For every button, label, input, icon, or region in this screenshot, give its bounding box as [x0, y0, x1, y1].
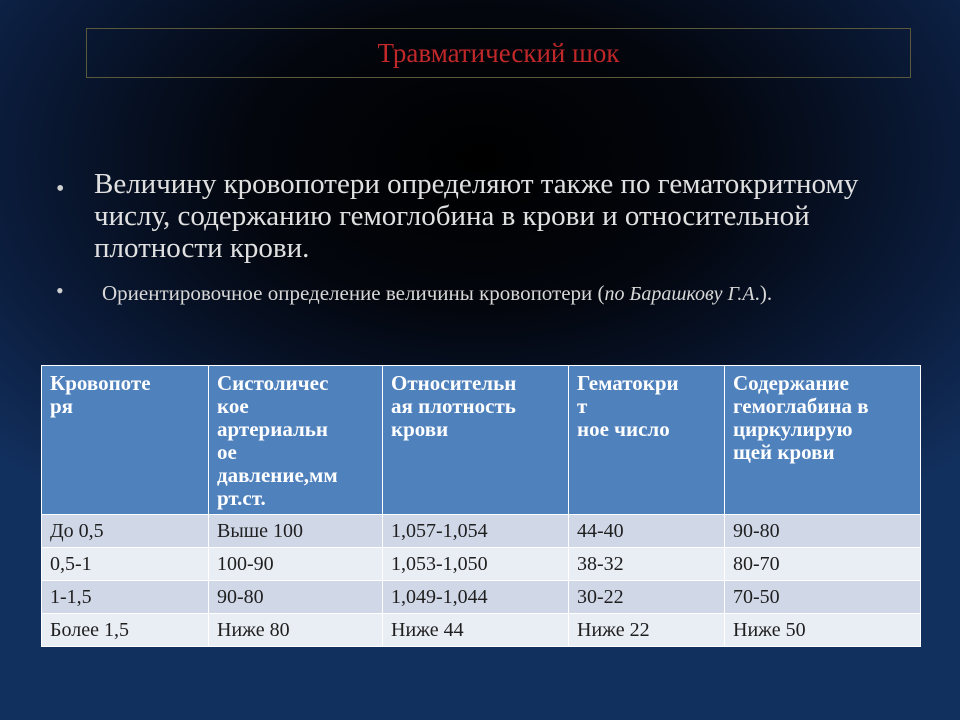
table-cell: 90-80	[725, 515, 921, 548]
blood-loss-table	[41, 365, 921, 647]
table-cell: 1-1,5	[42, 581, 209, 614]
table-cell: 1,049-1,044	[383, 581, 569, 614]
col-header-systolic-pressure: Систоличес кое артериальн ое давление,мм рт.ст.	[209, 366, 383, 515]
table-cell: До 0,5	[42, 515, 209, 548]
slide-title: Травматический шок	[377, 37, 620, 68]
bullet-text-end: .).	[754, 281, 773, 305]
table-cell: Ниже 44	[383, 614, 569, 647]
table-cell: Ниже 80	[209, 614, 383, 647]
table-cell: Выше 100	[209, 515, 383, 548]
bullet-item	[56, 276, 916, 311]
table-row	[42, 581, 921, 614]
table-cell: Ниже 22	[569, 614, 725, 647]
bullet-list	[56, 168, 916, 311]
col-header-relative-density: Относительн ая плотность крови	[383, 366, 569, 515]
table-cell: 90-80	[209, 581, 383, 614]
table-cell: 30-22	[569, 581, 725, 614]
table-cell: 80-70	[725, 548, 921, 581]
table-cell: 100-90	[209, 548, 383, 581]
table-cell: Ниже 50	[725, 614, 921, 647]
table-cell: 44-40	[569, 515, 725, 548]
citation: по Барашкову Г.А	[604, 283, 755, 305]
col-header-blood-loss: Кровопоте ря	[42, 366, 209, 515]
table-cell: 70-50	[725, 581, 921, 614]
table-row	[42, 614, 921, 647]
bullet-item	[56, 168, 916, 264]
bullet-marker: •	[56, 278, 64, 303]
table-row	[42, 515, 921, 548]
bullet-text-main: Ориентировочное определение величины кровопотери (	[102, 281, 605, 305]
col-header-hemoglobin: Содержание гемоглабина в циркулирую щей крови	[725, 366, 921, 515]
table-cell: 38-32	[569, 548, 725, 581]
table-header-row	[42, 366, 921, 515]
table-row	[42, 548, 921, 581]
table-cell: 1,053-1,050	[383, 548, 569, 581]
table-cell: 0,5-1	[42, 548, 209, 581]
table-cell: 1,057-1,054	[383, 515, 569, 548]
col-header-hematocrit: Гематокри т ное число	[569, 366, 725, 515]
bullet-text: Величину кровопотери определяют также по гематокритному числу, содержанию гемоглобина в крови и относительной плотности крови.	[94, 168, 859, 264]
table-cell: Более 1,5	[42, 614, 209, 647]
bullet-marker: •	[56, 176, 65, 202]
bullet-text	[94, 276, 894, 311]
title-box	[86, 28, 911, 78]
